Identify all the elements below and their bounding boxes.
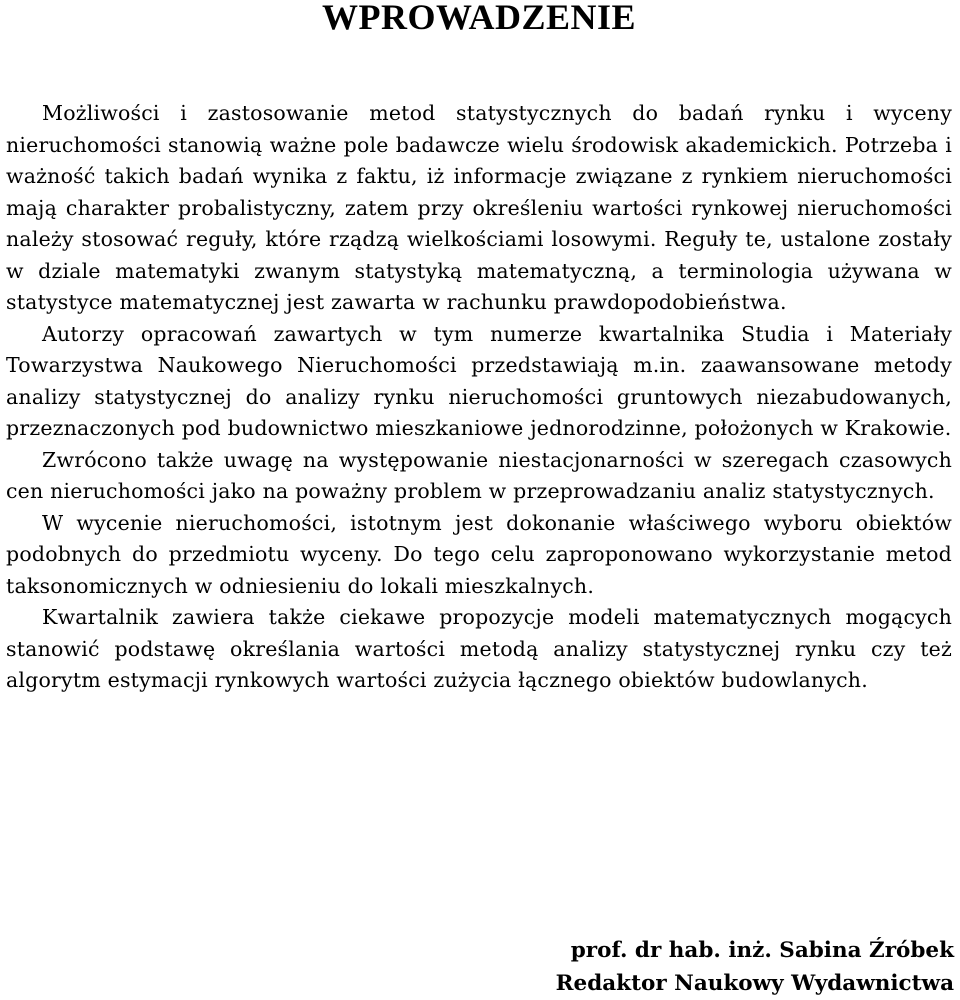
paragraph-2: Autorzy opracowań zawartych w tym numerze kwartalnika Studia i Materiały Towarzystwa Naukowego Nieruchomości przedstawiają m.in. zaawansowane metody analizy statystycznej do analizy rynku nieruchomości gruntowych niezabudowanych, przeznaczonych pod budownictwo mieszkaniowe jednorodzinne, położonych w Krakowie. bbox=[6, 321, 952, 440]
paragraph-1: Możliwości i zastosowanie metod statystycznych do badań rynku i wyceny nieruchomości stanowią ważne pole badawcze wielu środowisk akademickich. Potrzeba i ważność takich badań wynika z faktu, iż informacje związane z rynkiem nieruchomości mają charakter probalistyczny, zatem przy określeniu wartości rynkowej nieruchomości należy stosować reguły, które rządzą wielkościami losowymi. Reguły te, ustalone zostały w dziale matematyki zwanym statystyką matematyczną, a terminologia używana w statystyce matematycznej jest zawarta w rachunku prawdopodobieństwa. bbox=[6, 101, 952, 314]
paragraph-3: Zwrócono także uwagę na występowanie niestacjonarności w szeregach czasowych cen nieruchomości jako na poważny problem w przeprowadzaniu analiz statystycznych. bbox=[6, 447, 952, 503]
page-title: WPROWADZENIE bbox=[321, 0, 637, 37]
signature-name: prof. dr hab. inż. Sabina Źróbek bbox=[570, 938, 954, 963]
signature-block bbox=[556, 934, 954, 1000]
document-body bbox=[6, 98, 952, 697]
paragraph-4: W wycenie nieruchomości, istotnym jest dokonanie właściwego wyboru obiektów podobnych do przedmiotu wyceny. Do tego celu zaproponowano wykorzystanie metod taksonomicznych w odniesieniu do lokali mieszkalnych. bbox=[6, 510, 952, 598]
signature-role: Redaktor Naukowy Wydawnictwa bbox=[555, 971, 954, 996]
paragraph-5: Kwartalnik zawiera także ciekawe propozycje modeli matematycznych mogących stanowić podstawę określania wartości metodą analizy statystycznej rynku czy też algorytm estymacji rynkowych wartości zużycia łącznego obiektów budowlanych. bbox=[6, 605, 952, 692]
